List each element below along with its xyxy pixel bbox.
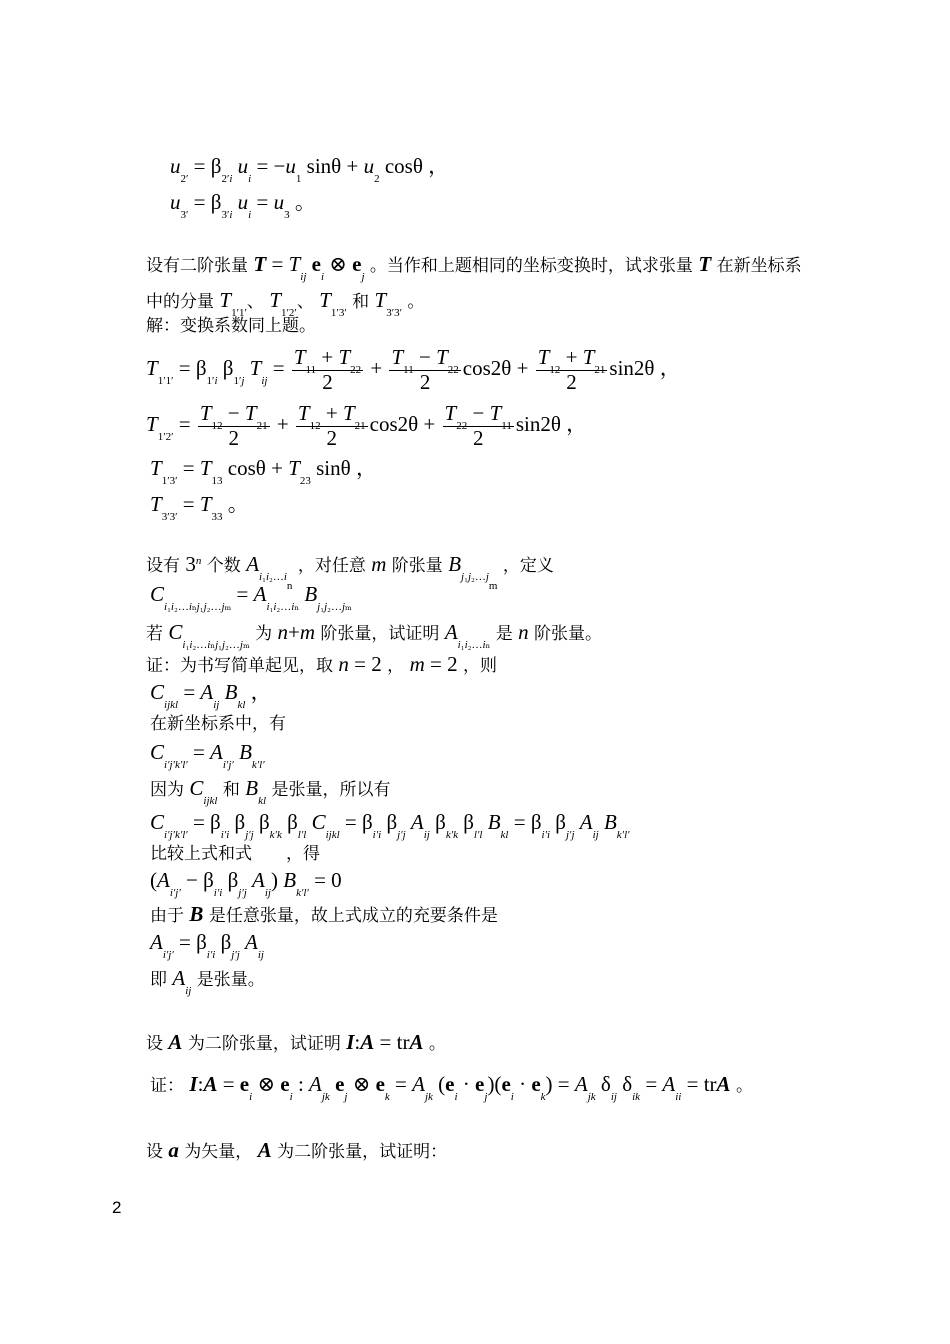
proof-compare-text: 比较上式和式 ，得 xyxy=(150,844,320,864)
equation-T11-prime: $T_{1'1'} = \beta_{1'i}$ $\beta_{1'j}$ $T_{ij}$ = $\frac{T_{11} + T_{22}}{2}$ + $\frac{T_{11} - T_{22}}{2}$ cos2θ + $\frac{T_{12} + T_{21}}{2}$ sin2θ ， xyxy=(146,345,681,394)
equation-Cijkl: $C_{ijkl} = A_{ij}$ $B_{kl}$ ， xyxy=(150,680,272,711)
proof-since-B-arbitrary: 由于 B 是任意张量，故上式成立的充要条件是 xyxy=(150,902,498,926)
equation-T13-prime: $T_{1'3'} = T_{13}$ $\cos\theta + T_{23}$ sinθ ， xyxy=(150,456,377,487)
equation-C-definition: $C_{i_1i_2\dots i_nj_1j_2\dots j_m} = A_{i_1i_2\dots i_n}$ $B_{j_1j_2\dots j_m}$ xyxy=(150,582,352,613)
equation-A-transform: $A_{i'j'} = \beta_{i'i}$ $\beta_{j'j}$ $A_{ij}$ xyxy=(150,930,264,961)
problem-vector-tensor-statement: 设 a 为矢量， A 为二阶张量，试证明： xyxy=(146,1138,448,1162)
problem-IA-trace-statement: 设 A 为二阶张量，试证明 I:A = trA 。 xyxy=(146,1030,446,1054)
proof-intro: 证：为书写简单起见，取 n = 2 ， m = 2 ，则 xyxy=(146,652,497,676)
proof-because-text: 因为 $C_{ijkl}$ 和 $B_{kl}$ 是张量，所以有 xyxy=(150,776,391,807)
equation-T33-prime: $T_{3'3'} = T_{33}$ 。 xyxy=(150,492,249,523)
problem-3n-numbers-statement: 设有 3$^n$ 个数 $A_{i_1i_2\dots i_n}$ ，对任意 m 阶张量 $B_{j_1j_2\dots j_m}$ ，定义 xyxy=(146,552,554,592)
problem-tensor-components-list: 中的分量 $T_{1'1'}$、 $T_{1'2'}$、 $T_{1'3'}$ 和 $T_{3'3'}$ 。 xyxy=(146,288,425,319)
problem-tensor-transform-statement: 设有二阶张量 $T = T_{ij}$ $e_i$ ⊗ $e_j$ 。当作和上题相同的坐标变换时，试求张量 T 在新坐标系 xyxy=(146,252,802,283)
problem-3n-prove-statement: 若 $C_{i_1i_2\dots i_nj_1j_2\dots j_m}$ 为 n+m 阶张量，试证明 $A_{i_1i_2\dots i_n}$ 是 n 阶张量。 xyxy=(146,620,603,651)
equation-u3-prime: $u_{3'} = \beta_{3'i}$ $u_i = u_3$ 。 xyxy=(170,190,316,221)
proof-IA-trace: 证： I:A = $e_i$ ⊗ $e_i$ : $A_{jk}$ $e_j$ ⊗ $e_k = A_{jk}$ $(e_i \cdot e_j)(e_i \cdot e_k) = A_{jk}$ $\delta_{ij}$ $\delta_{ik} = A_{ii}$ = trA 。 xyxy=(150,1072,753,1103)
proof-conclusion: 即 $A_{ij}$ 是张量。 xyxy=(150,966,265,997)
text-l01 xyxy=(0,0,1,1)
equation-C-transform-chain: $C_{i'j'k'l'} = \beta_{i'i}$ $\beta_{j'j}$ $\beta_{k'k}$ $\beta_{l'l}$ $C_{ijkl} = \beta_{i'i}$ $\beta_{j'j}$ $A_{ij}$ $\beta_{k'k}$ $\beta_{l'l}$ $B_{kl} = \beta_{i'i}$ $\beta_{j'j}$ $A_{ij}$ $B_{k'l'}$ xyxy=(150,810,630,841)
equation-difference-zero: ($A_{i'j'} - \beta_{i'i}$ $\beta_{j'j}$ $A_{ij}$) $B_{k'l'} = 0$ xyxy=(150,868,342,899)
equation-C-new-coordinates: $C_{i'j'k'l'} = A_{i'j'}$ $B_{k'l'}$ xyxy=(150,740,265,771)
page-number: 2 xyxy=(112,1198,122,1217)
equation-u2-prime: $u_{2'} = \beta_{2'i}$ $u_i = -u_1$ $\sin\theta + u_2$ cosθ ， xyxy=(170,154,450,185)
equation-T12-prime: $T_{1'2'}$ = $\frac{T_{12} - T_{21}}{2}$ + $\frac{T_{12} + T_{21}}{2}$ cos2θ + $\frac{T_{22} - T_{11}}{2}$ sin2θ ， xyxy=(146,401,588,450)
proof-new-coordinates-text: 在新坐标系中，有 xyxy=(150,714,286,734)
solution-intro: 解：变换系数同上题。 xyxy=(146,316,316,336)
